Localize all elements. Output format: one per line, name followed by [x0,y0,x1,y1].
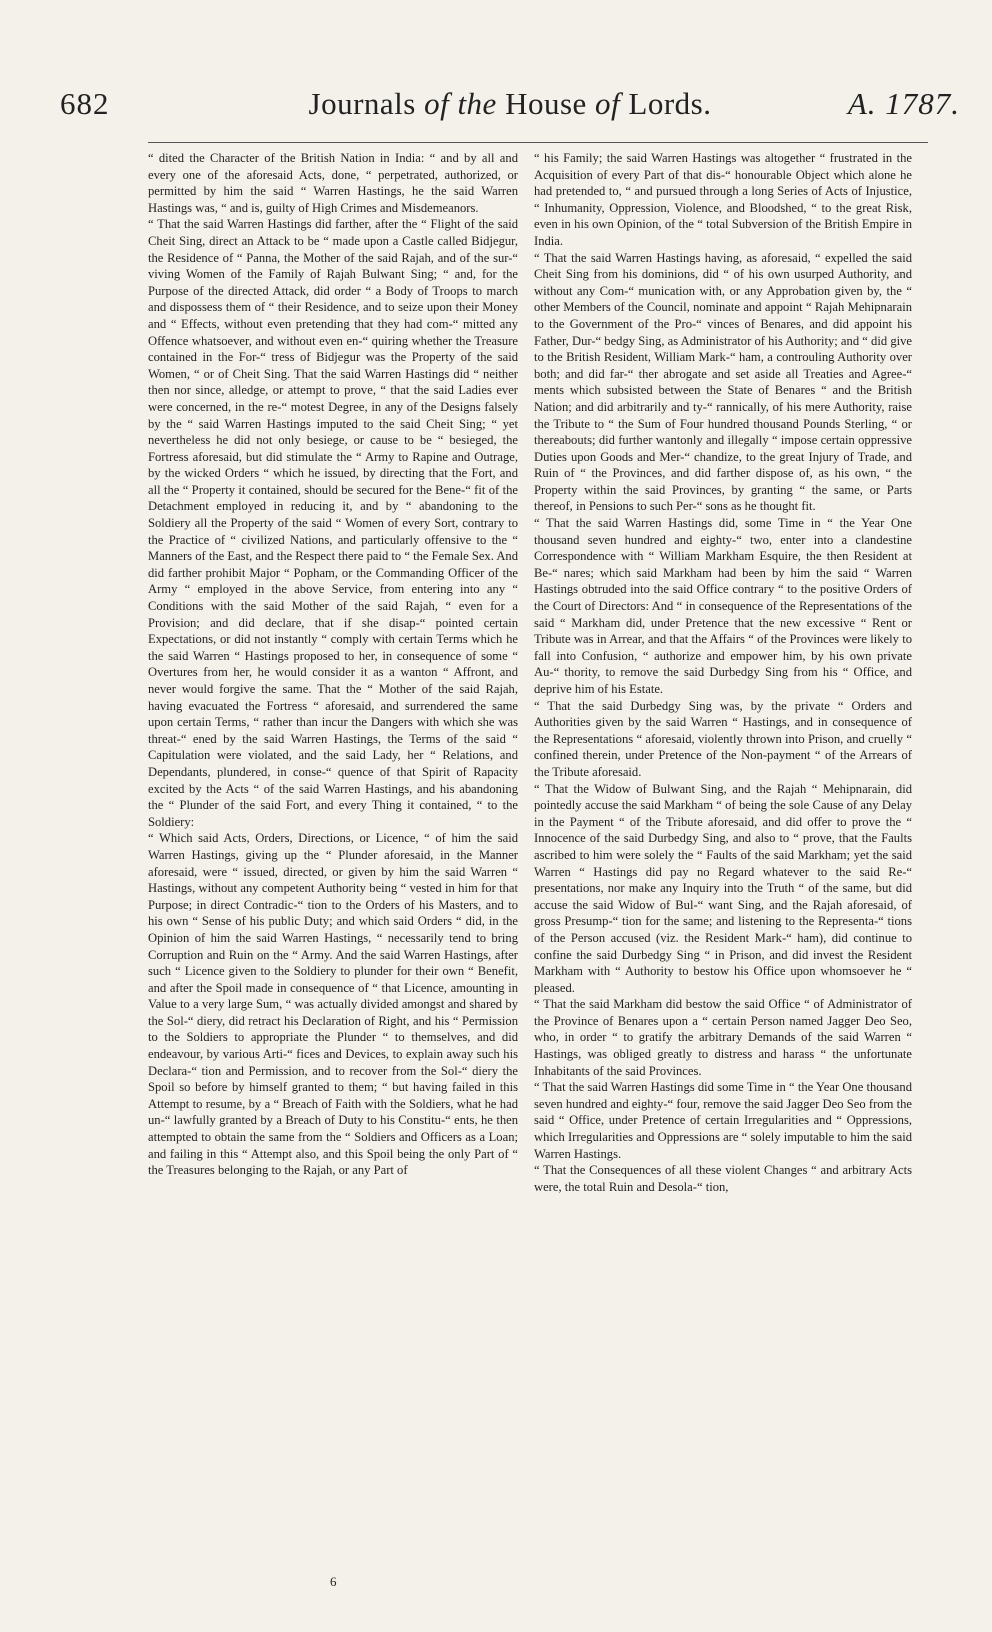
page-header [60,86,960,126]
title-word-lords: Lords. [628,86,712,121]
signature-mark: 6 [330,1574,337,1589]
title-word-of: of [595,86,621,121]
title-word-house: House [505,86,587,121]
right-paragraph: “ That the said Markham did bestow the said Office “ of Administrator of the Province of Benares upon a “ certain Person named Jagger Deo Seo, who, in order “ to gratify the arbitrary Demands of the said Warren “ Hastings, was obliged greatly to distress and harass “ the unfortunate Inhabitants of the said Provinces. [534,997,912,1078]
left-paragraph: “ Which said Acts, Orders, Directions, or Licence, “ of him the said Warren Hastings, giving up the “ Plunder aforesaid, in the Manner aforesaid, were “ issued, directed, or given by him the said Warren “ Hastings, without any competent Authority being “ vested in him for that Purpose; in direct Contradic-“ tion to the Orders of his Masters, and to his own “ Sense of his public Duty; and which said Orders “ did, in the Opinion of him the said Warren Hastings, “ necessarily tend to bring Corruption and Ruin on the “ Army. And the said Warren Hastings, after such “ Licence given to the Soldiery to plunder for their own “ Benefit, and after the Spoil made in consequence of “ that Licence, amounting in Value to a very large Sum, “ was actually divided amongst and shared by the Sol-“ diery, did retract his Declaration of Right, and his “ Permission to the Soldiers to appropriate the Plunder “ to themselves, and did endeavour, by various Arti-“ fices and Devices, to explain away such his Declara-“ tion and Permission, and to recover from the Sol-“ diery the Spoil so before by himself granted to them; “ but having failed in this Attempt to resume, by a “ Breach of Faith with the Soldiers, what he had un-“ lawfully granted by a Breach of Duty to his Constitu-“ ents, he then attempted to obtain the same from the “ Soldiers and Officers as a Loan; and failing in this “ Attempt also, and this Spoil being the only Part of “ the Treasures belonging to the Rajah, or any Part of [148,831,518,1178]
right-paragraph: “ That the Consequences of all these violent Changes “ and arbitrary Acts were, the total Ruin and Desola-“ tion, [534,1163,912,1194]
title-word-of-the: of the [424,86,497,121]
right-paragraph: “ That the Widow of Bulwant Sing, and the Rajah “ Mehipnarain, did pointedly accuse the said Markham “ of being the sole Cause of any Delay in the Payment “ of the Tribute aforesaid, and did offer to prove the “ Innocence of the said Durbedgy Sing, and also to “ prove, that the Faults ascribed to him were solely the “ Faults of the said Markham; yet the said Warren “ Hastings did pay no Regard whatever to the said Re-“ presentations, nor make any Inquiry into the Truth “ of the same, but did accuse the said Widow of Bul-“ want Sing, and the Rajah aforesaid, of gross Presump-“ tion for the same; and listening to the Representa-“ tions of the Person accused (viz. the Resident Mark-“ ham), did continue to confine the said Durbedgy Sing “ in Prison, and did invest the Resident Markham with “ Authority to bestow his Office upon whomsoever he “ pleased. [534,781,912,995]
right-column [534,150,912,1195]
right-paragraph: “ his Family; the said Warren Hastings was altogether “ frustrated in the Acquisition of every Part of that dis-“ honourable Object which alone he had pretended to, “ and pursued through a long Series of Acts of Injustice, “ Inhumanity, Oppression, Violence, and Bloodshed, “ to the great Risk, even in his own Opinion, of the “ total Subversion of the British Empire in India. [534,151,912,248]
right-paragraph: “ That the said Warren Hastings having, as aforesaid, “ expelled the said Cheit Sing from his dominions, did “ of his own usurped Authority, and without any Com-“ munication with, or any Approbation given by, the “ other Members of the Council, nominate and appoint “ Rajah Mehipnarain to the Government of the Pro-“ vinces of Benares, and did appoint his Father, Dur-“ bedgy Sing, as Administrator of his Authority; and “ did give to the British Resident, William Mark-“ ham, a controuling Authority over both; and did far-“ ther abrogate and set aside all Treaties and Agree-“ ments which subsisted between the State of Benares “ and the British Nation; and did arbitrarily and ty-“ rannically, of his mere Authority, raise the Tribute to “ the Sum of Four hundred thousand Pounds Sterling, “ or thereabouts; did further wantonly and illegally “ impose certain oppressive Duties upon Goods and Mer-“ chandize, to the great Injury of Trade, and Ruin of “ the Provinces, and did farther dispose of, as his own, “ the Property within the said Provinces, by granting “ the same, or Parts thereof, in Pensions to such Per-“ sons as he thought fit. [534,250,912,514]
right-paragraph: “ That the said Warren Hastings did, some Time in “ the Year One thousand seven hundred and eighty-“ two, enter into a clandestine Correspondence with “ William Markham Esquire, the then Resident at Be-“ nares; which said Markham had been by him the said “ Warren Hastings obtruded into the said Office contrary “ to the positive Orders of the Court of Directors: And “ in consequence of the Representations of the said “ Markham did, under Pretence that the new excessive “ Rent or Tribute was in Arrear, and that the Affairs “ of the Provinces were likely to fall into Confusion, “ authorize and empower him, by his own private Au-“ thority, to remove the said Durbedgy Sing from his “ Office, and deprive him of his Estate. [534,516,912,696]
left-paragraph: “ That the said Warren Hastings did farther, after the “ Flight of the said Cheit Sing, direct an Attack to be “ made upon a Castle called Bidjegur, the Residence of “ Panna, the Mother of the said Rajah, and of the sur-“ viving Women of the Family of Rajah Bulwant Sing; “ and, for the Purpose of the directed Attack, did order “ a Body of Troops to march and dispossess them of “ their Residence, and to seize upon their Money and “ Effects, without even pretending that they had com-“ mitted any Offence whatsoever, and without even en-“ quiring whether the Treasure contained in the For-“ tress of Bidjegur was the Property of the said Women, “ or of Cheit Sing. That the said Warren Hastings did “ neither then nor since, alledge, or attempt to prove, “ that the said Ladies ever were concerned, in the re-“ motest Degree, in any of the Designs falsely by the “ said Warren Hastings imputed to the said Cheit Sing; “ yet nevertheless he did not only besiege, or cause to be “ besieged, the Fortress aforesaid, but did stimulate the “ Army to Rapine and Outrage, by the wicked Orders “ which he issued, by directing that the Fort, and all the “ Property it contained, should be secured for the Bene-“ fit of the Detachment employed in reducing it, and by “ abandoning to the Soldiery all the Property of the said “ Women of every Sort, contrary to the Practice of “ civilized Nations, and particularly offensive to the “ Manners of the East, and the Respect there paid to “ the Female Sex. And did farther prohibit Major “ Popham, or the Commanding Officer of the Army “ employed in the above Service, from entering into any “ Conditions with the said Mother of the said Rajah, “ even for a Provision; and did declare, that if she disap-“ pointed certain Expectations, or did not instantly “ comply with certain Terms which he the said Warren “ Hastings proposed to her, in consequence of some “ Overtures from her, he would consider it as a wanton “ Affront, and never would forgive the same. That the “ Mother of the said Rajah, having evacuated the Fortress “ aforesaid, and surrendered the same upon certain Terms, “ rather than incur the Dangers with which she was threat-“ ened by the said Warren Hastings, the Terms of the said “ Capitulation were violated, and the said Lady, her “ Relations, and Dependants, plundered, in conse-“ quence of that Spirit of Rapacity excited by the Acts “ of the said Warren Hastings, and his abandoning the “ Plunder of the said Fort, and every Thing it contained, “ to the Soldiery: [148,217,519,829]
journal-title [60,86,960,122]
page-number: 682 [60,86,110,121]
header-rule [148,142,928,143]
year-label: A. 1787. [847,86,960,121]
title-word-journals: Journals [308,86,416,121]
right-paragraph: “ That the said Durbedgy Sing was, by the private “ Orders and Authorities given by the said Warren “ Hastings, and in consequence of the Representations “ aforesaid, violently thrown into Prison, and cruelly “ confined therein, under Pretence of the Non-payment “ of the Arrears of the Tribute aforesaid. [534,698,912,779]
right-paragraph: “ That the said Warren Hastings did some Time in “ the Year One thousand seven hundred and eighty-“ four, remove the said Jagger Deo Seo from the said “ Office, under Pretence of certain Irregularities and “ Oppressions, which Irregularities and Oppressions are “ solely imputable to him the said Warren Hastings. [534,1080,912,1161]
left-paragraph: “ dited the Character of the British Nation in India: “ and by all and every one of the aforesaid Acts, done, “ perpetrated, authorized, or permitted by him the said “ Warren Hastings, he the said Warren Hastings was, “ and is, guilty of High Crimes and Misdemeanors. [148,151,518,215]
left-column [148,150,518,1179]
